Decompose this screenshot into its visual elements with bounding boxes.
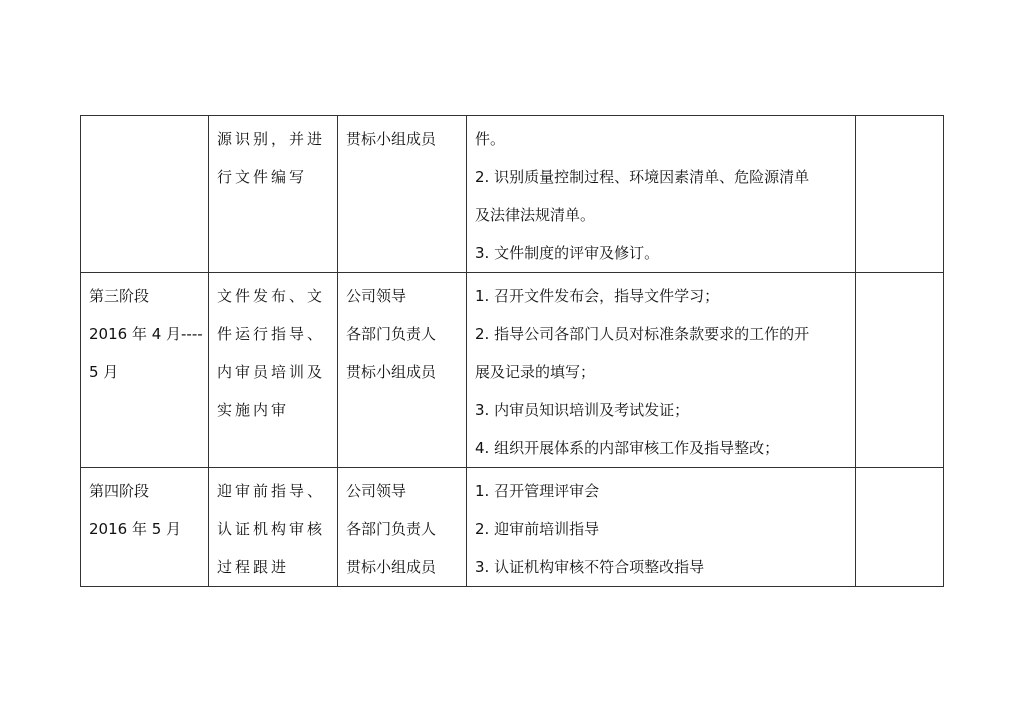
cell-line: 3. 文件制度的评审及修订。	[475, 244, 660, 262]
cell-line: 及法律法规清单。	[475, 206, 596, 224]
cell-line: 件。	[475, 130, 506, 148]
implementation-plan-table	[80, 115, 944, 587]
cell-line: 行文件编写	[217, 168, 308, 186]
cell-line: 实施内审	[217, 401, 290, 419]
cell-line: 2016 年 5 月	[89, 520, 182, 538]
cell-line: 2. 迎审前培训指导	[475, 520, 600, 538]
cell-line: 3. 认证机构审核不符合项整改指导	[475, 558, 705, 576]
cell-line: 过程跟进	[217, 558, 290, 576]
cell-line: 文件发布、文	[217, 287, 326, 305]
cell-line: 贯标小组成员	[346, 558, 437, 576]
cell-line: 第三阶段	[89, 287, 150, 305]
note-cell	[856, 116, 944, 273]
cell-line: 件运行指导、	[217, 325, 326, 343]
table-row	[81, 468, 944, 587]
cell-line: 公司领导	[346, 287, 407, 305]
cell-line: 展及记录的填写；	[475, 363, 596, 381]
cell-line: 4. 组织开展体系的内部审核工作及指导整改；	[475, 439, 780, 457]
cell-line: 第四阶段	[89, 482, 150, 500]
note-cell	[856, 468, 944, 587]
cell-line: 认证机构审核	[217, 520, 326, 538]
cell-line: 5 月	[89, 363, 119, 381]
cell-line: 源识别，并进	[217, 130, 326, 148]
responsible-cell	[338, 116, 467, 273]
cell-line: 2016 年 4 月----	[89, 325, 203, 343]
stage-cell	[81, 273, 209, 468]
responsible-cell	[338, 273, 467, 468]
work-content-cell	[209, 273, 338, 468]
cell-line: 贯标小组成员	[346, 363, 437, 381]
cell-line: 迎审前指导、	[217, 482, 326, 500]
work-content-cell	[209, 468, 338, 587]
cell-line: 3. 内审员知识培训及考试发证；	[475, 401, 690, 419]
work-content-cell	[209, 116, 338, 273]
stage-cell	[81, 116, 209, 273]
stage-cell	[81, 468, 209, 587]
cell-line: 贯标小组成员	[346, 130, 437, 148]
tasks-cell	[467, 273, 856, 468]
table-row	[81, 273, 944, 468]
table-row	[81, 116, 944, 273]
note-cell	[856, 273, 944, 468]
cell-line: 1. 召开文件发布会，指导文件学习；	[475, 287, 720, 305]
tasks-cell	[467, 468, 856, 587]
cell-line: 各部门负责人	[346, 520, 437, 538]
cell-line: 2. 识别质量控制过程、环境因素清单、危险源清单	[475, 168, 810, 186]
tasks-cell	[467, 116, 856, 273]
cell-line: 内审员培训及	[217, 363, 326, 381]
cell-line: 各部门负责人	[346, 325, 437, 343]
responsible-cell	[338, 468, 467, 587]
cell-line: 2. 指导公司各部门人员对标准条款要求的工作的开	[475, 325, 810, 343]
cell-line: 1. 召开管理评审会	[475, 482, 600, 500]
cell-line: 公司领导	[346, 482, 407, 500]
